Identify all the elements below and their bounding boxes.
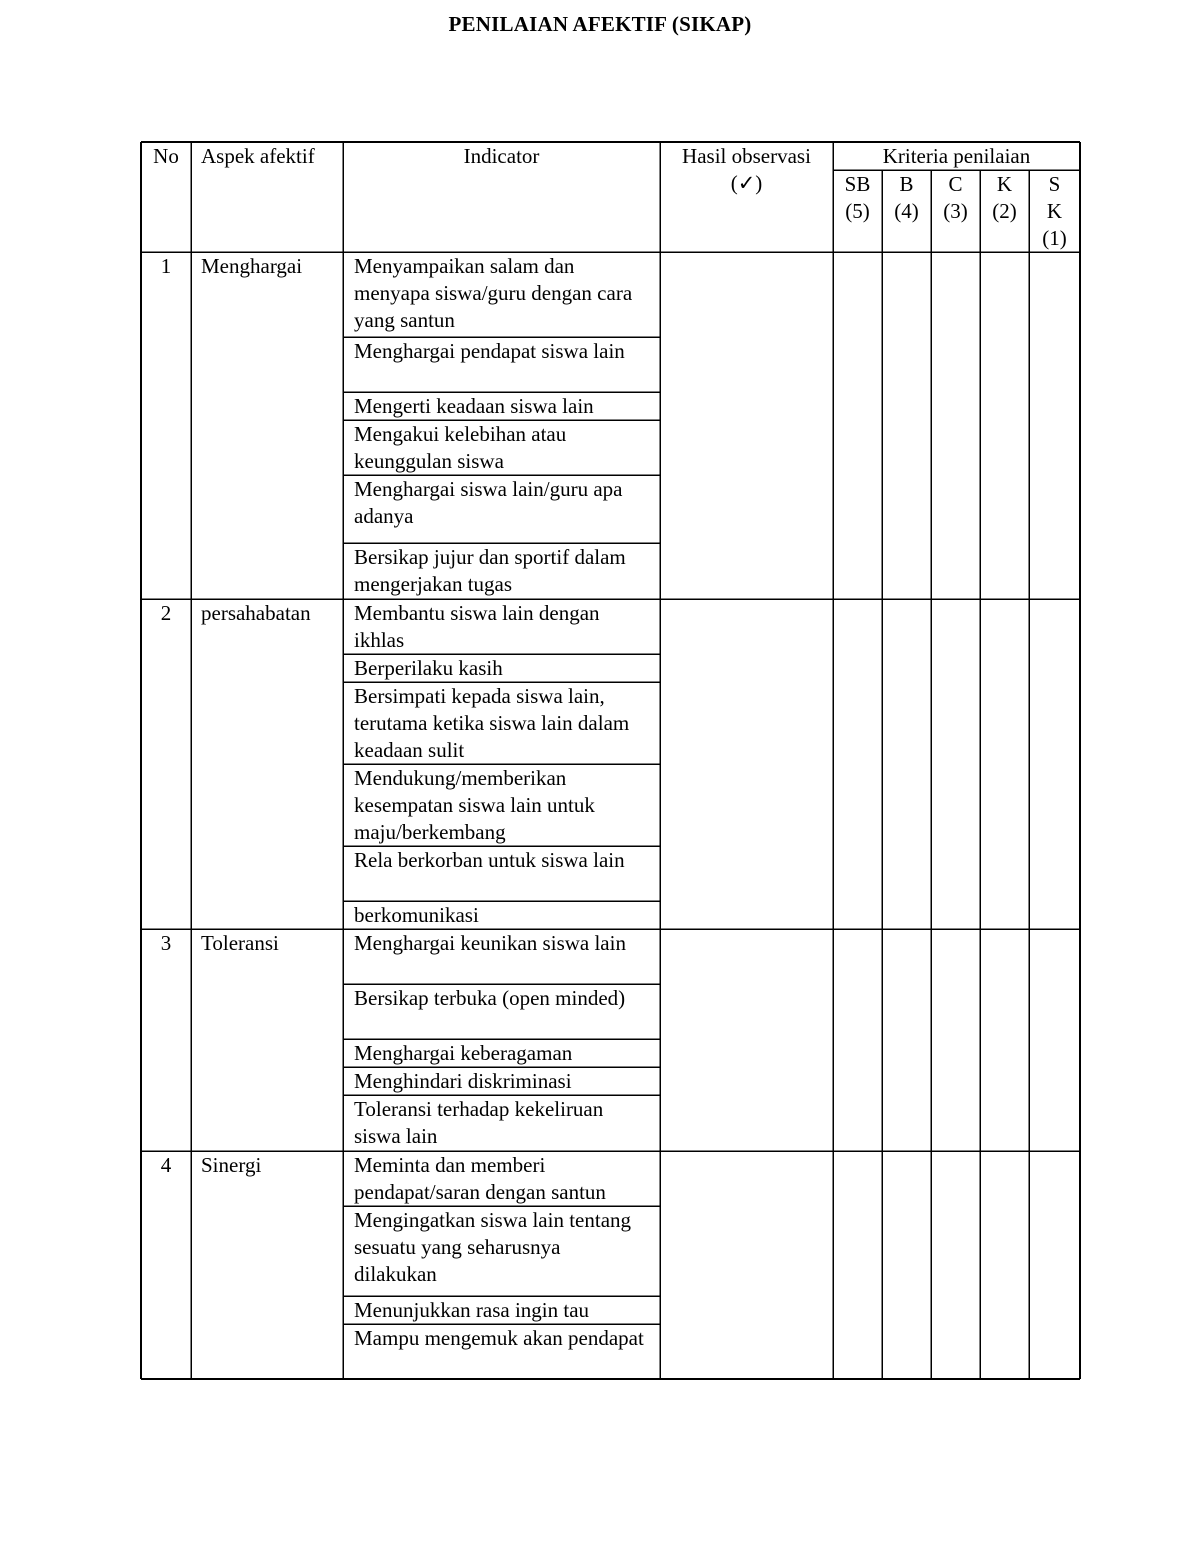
indicator-text: Mengakui kelebihan atau (354, 422, 567, 446)
header-criteria-1: (4) (894, 199, 919, 223)
indicator-text: Meminta dan memberi (354, 1153, 546, 1177)
header-criteria-4: (1) (1042, 226, 1067, 250)
indicator-text: siswa lain (354, 1124, 438, 1148)
indicator-text: Membantu siswa lain dengan (354, 601, 600, 625)
indicator-text: Mengerti keadaan siswa lain (354, 394, 594, 418)
indicator-text: yang santun (354, 308, 455, 332)
indicator-text: adanya (354, 504, 414, 528)
indicator-text: Menghargai siswa lain/guru apa (354, 477, 623, 501)
header-criteria-4: S (1048, 172, 1061, 196)
header-hasil-check-icon: (✓) (730, 171, 763, 195)
indicator-text: Menunjukkan rasa ingin tau (354, 1298, 590, 1322)
aspect-name: persahabatan (201, 601, 311, 625)
aspect-no: 1 (160, 254, 172, 278)
header-kriteria: Kriteria penilaian (882, 144, 1031, 168)
indicator-text: pendapat/saran dengan santun (354, 1180, 606, 1204)
aspect-no: 2 (160, 601, 172, 625)
aspect-no: 4 (160, 1153, 172, 1177)
header-criteria-0: SB (844, 172, 871, 196)
indicator-text: kesempatan siswa lain untuk (354, 793, 595, 817)
header-criteria-2: (3) (943, 199, 968, 223)
indicator-text: Menghargai keunikan siswa lain (354, 931, 626, 955)
indicator-text: Toleransi terhadap kekeliruan (354, 1097, 604, 1121)
indicator-text: maju/berkembang (354, 820, 506, 844)
header-hasil-observasi: Hasil observasi (682, 144, 811, 168)
header-criteria-4: K (1046, 199, 1063, 223)
indicator-text: Rela berkorban untuk siswa lain (354, 848, 625, 872)
header-criteria-3: (2) (992, 199, 1017, 223)
header-indicator: Indicator (463, 144, 540, 168)
aspect-no: 3 (160, 931, 172, 955)
indicator-text: Berperilaku kasih (354, 656, 503, 680)
header-criteria-1: B (899, 172, 914, 196)
indicator-text: Bersimpati kepada siswa lain, (354, 684, 605, 708)
indicator-text: keunggulan siswa (354, 449, 504, 473)
header-criteria-3: K (996, 172, 1013, 196)
indicator-text: Mengingatkan siswa lain tentang (354, 1208, 632, 1232)
indicator-text: terutama ketika siswa lain dalam (354, 711, 630, 735)
indicator-text: Menghindari diskriminasi (354, 1069, 572, 1093)
indicator-text: mengerjakan tugas (354, 572, 513, 596)
aspect-name: Menghargai (201, 254, 303, 278)
aspect-name: Toleransi (201, 931, 279, 955)
indicator-text: keadaan sulit (354, 738, 465, 762)
page-title: PENILAIAN AFEKTIF (SIKAP) (448, 12, 752, 36)
indicator-text: Bersikap jujur dan sportif dalam (354, 545, 626, 569)
indicator-text: Menghargai pendapat siswa lain (354, 339, 625, 363)
indicator-text: sesuatu yang seharusnya (354, 1235, 561, 1259)
indicator-text: Mampu mengemuk akan pendapat (354, 1326, 644, 1350)
indicator-text: Menghargai keberagaman (354, 1041, 573, 1065)
indicator-text: ikhlas (354, 628, 405, 652)
indicator-text: Menyampaikan salam dan (354, 254, 575, 278)
aspect-name: Sinergi (201, 1153, 262, 1177)
indicator-text: Mendukung/memberikan (354, 766, 567, 790)
header-criteria-2: C (948, 172, 963, 196)
indicator-text: menyapa siswa/guru dengan cara (354, 281, 633, 305)
header-criteria-0: (5) (845, 199, 870, 223)
indicator-text: berkomunikasi (354, 903, 479, 927)
indicator-text: dilakukan (354, 1262, 437, 1286)
header-aspek: Aspek afektif (201, 144, 315, 168)
header-no: No (153, 144, 179, 168)
indicator-text: Bersikap terbuka (open minded) (354, 986, 626, 1010)
